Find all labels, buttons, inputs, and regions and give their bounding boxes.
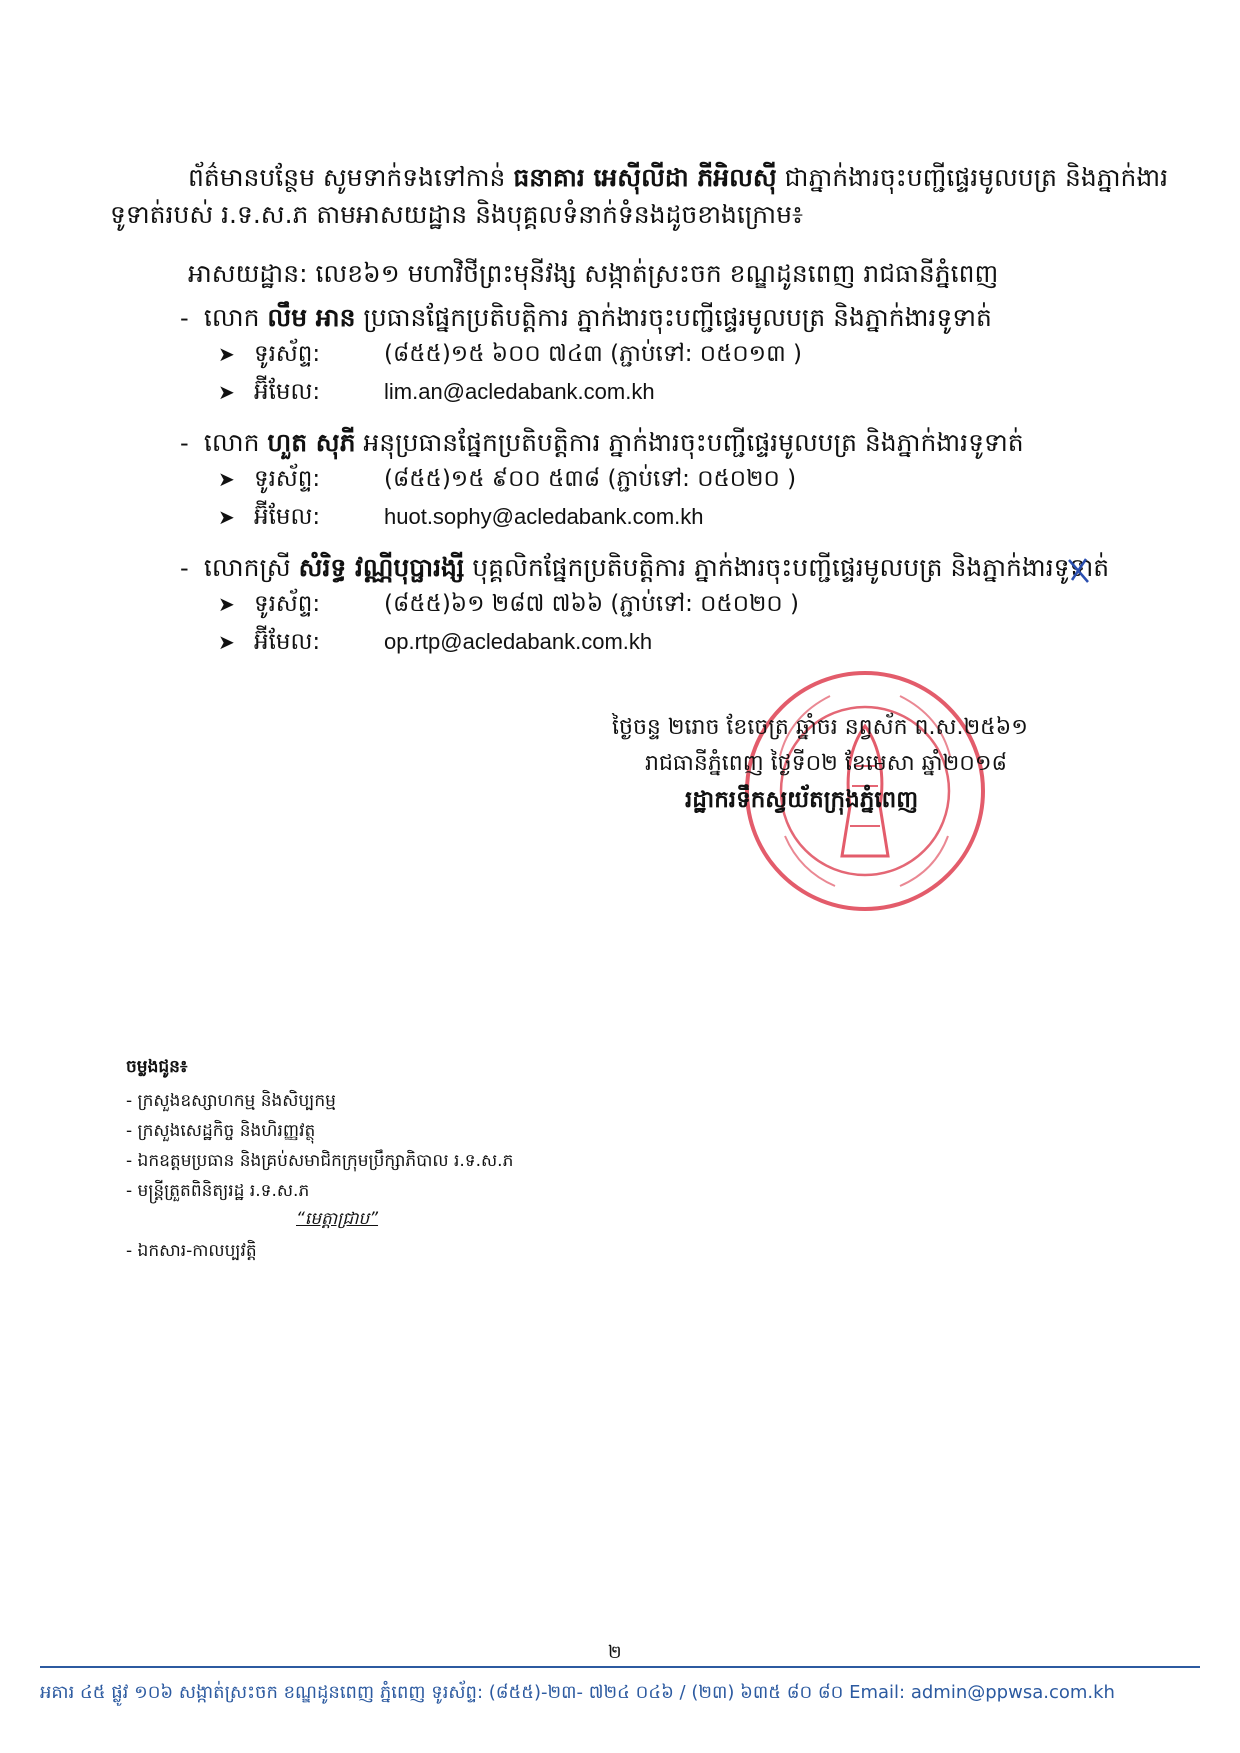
contact-3-phone bbox=[218, 590, 799, 623]
email-value[interactable]: op.rtp@acledabank.com.kh bbox=[384, 629, 653, 654]
contact-name: លឹម អាន bbox=[267, 303, 356, 332]
contact-2-email bbox=[218, 503, 704, 536]
contact-name: សំរិទ្ធ វណ្ណីបុប្ផារង្សី bbox=[298, 553, 465, 582]
cc-heading: ចម្លងជូន៖ bbox=[126, 1057, 188, 1077]
phone-value: (៨៥៥)៦១ ២៨៧ ៧៦៦ (ភ្ជាប់ទៅ: ០៥០២០ ) bbox=[384, 591, 799, 617]
page-number: ២ bbox=[608, 1642, 622, 1663]
intro-line-1 bbox=[188, 160, 1168, 196]
address-line: អាសយដ្ឋាន: លេខ៦១ មហាវិថីព្រះមុនីវង្ស សង្កាត់ស្រះចក ខណ្ឌដូនពេញ រាជធានីភ្នំពេញ bbox=[188, 259, 999, 288]
footer-contact: អគារ ៤៥ ផ្លូវ ១០៦ សង្កាត់ស្រះចក ខណ្ឌដូនពេញ ភ្នំពេញ ទូរស័ព្ទ: (៨៥៥)-២៣- ៧២៤ ០៤៦ / (២៣) ៦៣៥ ៨០ ៨០ Email: admin@ppwsa.com.kh bbox=[40, 1682, 1115, 1703]
phone-label: ទូរស័ព្ទ: bbox=[254, 341, 321, 367]
contact-prefix: លោកស្រី bbox=[203, 553, 299, 582]
arrow-bullet-icon: ➤ bbox=[218, 380, 235, 404]
solar-date: រាជធានីភ្នំពេញ ថ្ងៃទី០២ ខែមេសា ឆ្នាំ២០១៨ bbox=[645, 751, 1008, 776]
phone-label: ទូរស័ព្ទ: bbox=[254, 591, 321, 617]
contact-2 bbox=[180, 428, 1024, 464]
intro-text-a: ព័ត៌មានបន្ថែម សូមទាក់ទងទៅកាន់ bbox=[188, 163, 514, 192]
contact-role: បុគ្គលិកផ្នែកប្រតិបត្តិការ ភ្នាក់ងារចុះបញ្ជីផ្ទេរមូលបត្រ និងភ្នាក់ងារទូទាត់ bbox=[464, 553, 1110, 582]
authority-name: រដ្ឋាករទឹកស្វយ័តក្រុងភ្នំពេញ bbox=[685, 787, 919, 813]
intro-text-b: ជាភ្នាក់ងារចុះបញ្ជីផ្ទេរមូលបត្រ និងភ្នាក់ងារ bbox=[776, 163, 1169, 192]
email-label: អ៊ីមែល: bbox=[254, 504, 321, 530]
intro-line-2: ទូទាត់របស់ រ.ទ.ស.ភ តាមអាសយដ្ឋាន និងបុគ្គលទំនាក់ទំនងដូចខាងក្រោម៖ bbox=[110, 200, 803, 229]
arrow-bullet-icon: ➤ bbox=[218, 342, 235, 366]
contact-1-phone bbox=[218, 340, 802, 373]
phone-label: ទូរស័ព្ទ: bbox=[254, 466, 321, 492]
footer-divider bbox=[40, 1666, 1200, 1668]
cc-item: - ក្រសួងឧស្សាហកម្ម និងសិប្បកម្ម bbox=[126, 1091, 336, 1111]
arrow-bullet-icon: ➤ bbox=[218, 505, 235, 529]
phone-value: (៨៥៥)១៥ ៦០០ ៧៤៣ (ភ្ជាប់ទៅ: ០៥០១៣ ) bbox=[384, 341, 803, 367]
cc-item: - ឯកឧត្តមប្រធាន និងគ្រប់សមាជិកក្រុមប្រឹក្សាភិបាល រ.ទ.ស.ភ bbox=[126, 1151, 514, 1171]
arrow-bullet-icon: ➤ bbox=[218, 592, 235, 616]
contact-3 bbox=[180, 553, 1109, 589]
email-label: អ៊ីមែល: bbox=[254, 379, 321, 405]
cc-item: - មន្ត្រីត្រួតពិនិត្យរដ្ឋ រ.ទ.ស.ភ bbox=[126, 1181, 310, 1201]
contact-prefix: លោក bbox=[203, 303, 268, 332]
contact-2-phone bbox=[218, 465, 796, 498]
email-value[interactable]: huot.sophy@acledabank.com.kh bbox=[384, 504, 704, 529]
contact-1-email bbox=[218, 378, 655, 411]
arrow-bullet-icon: ➤ bbox=[218, 630, 235, 654]
email-label: អ៊ីមែល: bbox=[254, 629, 321, 655]
cc-archive: - ឯកសារ-កាលប្បវត្តិ bbox=[126, 1241, 257, 1261]
cc-item: - ក្រសួងសេដ្ឋកិច្ច និងហិរញ្ញវត្ថុ bbox=[126, 1121, 316, 1141]
bank-name: ធនាគារ អេស៊ីលីដា ភីអិលស៊ី bbox=[513, 163, 777, 192]
contact-prefix: លោក bbox=[203, 428, 268, 457]
lunar-date: ថ្ងៃចន្ទ ២រោច ខែចេត្រ ឆ្នាំចរ នព្វស័ក ព.ស.២៥៦១ bbox=[612, 715, 1028, 740]
phone-value: (៨៥៥)១៥ ៩០០ ៥៣៨ (ភ្ជាប់ទៅ: ០៥០២០ ) bbox=[384, 466, 797, 492]
contact-name: ហួត សុភី bbox=[267, 428, 356, 457]
cc-note: “មេត្តាជ្រាប” bbox=[296, 1209, 379, 1229]
contact-1 bbox=[180, 303, 992, 339]
dash-bullet: - bbox=[180, 554, 204, 582]
contact-role: ប្រធានផ្នែកប្រតិបត្តិការ ភ្នាក់ងារចុះបញ្ជីផ្ទេរមូលបត្រ និងភ្នាក់ងារទូទាត់ bbox=[355, 303, 992, 332]
pen-mark-icon bbox=[1066, 556, 1092, 586]
contact-role: អនុប្រធានផ្នែកប្រតិបត្តិការ ភ្នាក់ងារចុះបញ្ជីផ្ទេរមូលបត្រ និងភ្នាក់ងារទូទាត់ bbox=[355, 428, 1024, 457]
email-value[interactable]: lim.an@acledabank.com.kh bbox=[384, 379, 655, 404]
dash-bullet: - bbox=[180, 429, 204, 457]
arrow-bullet-icon: ➤ bbox=[218, 467, 235, 491]
dash-bullet: - bbox=[180, 304, 204, 332]
contact-3-email bbox=[218, 628, 652, 661]
